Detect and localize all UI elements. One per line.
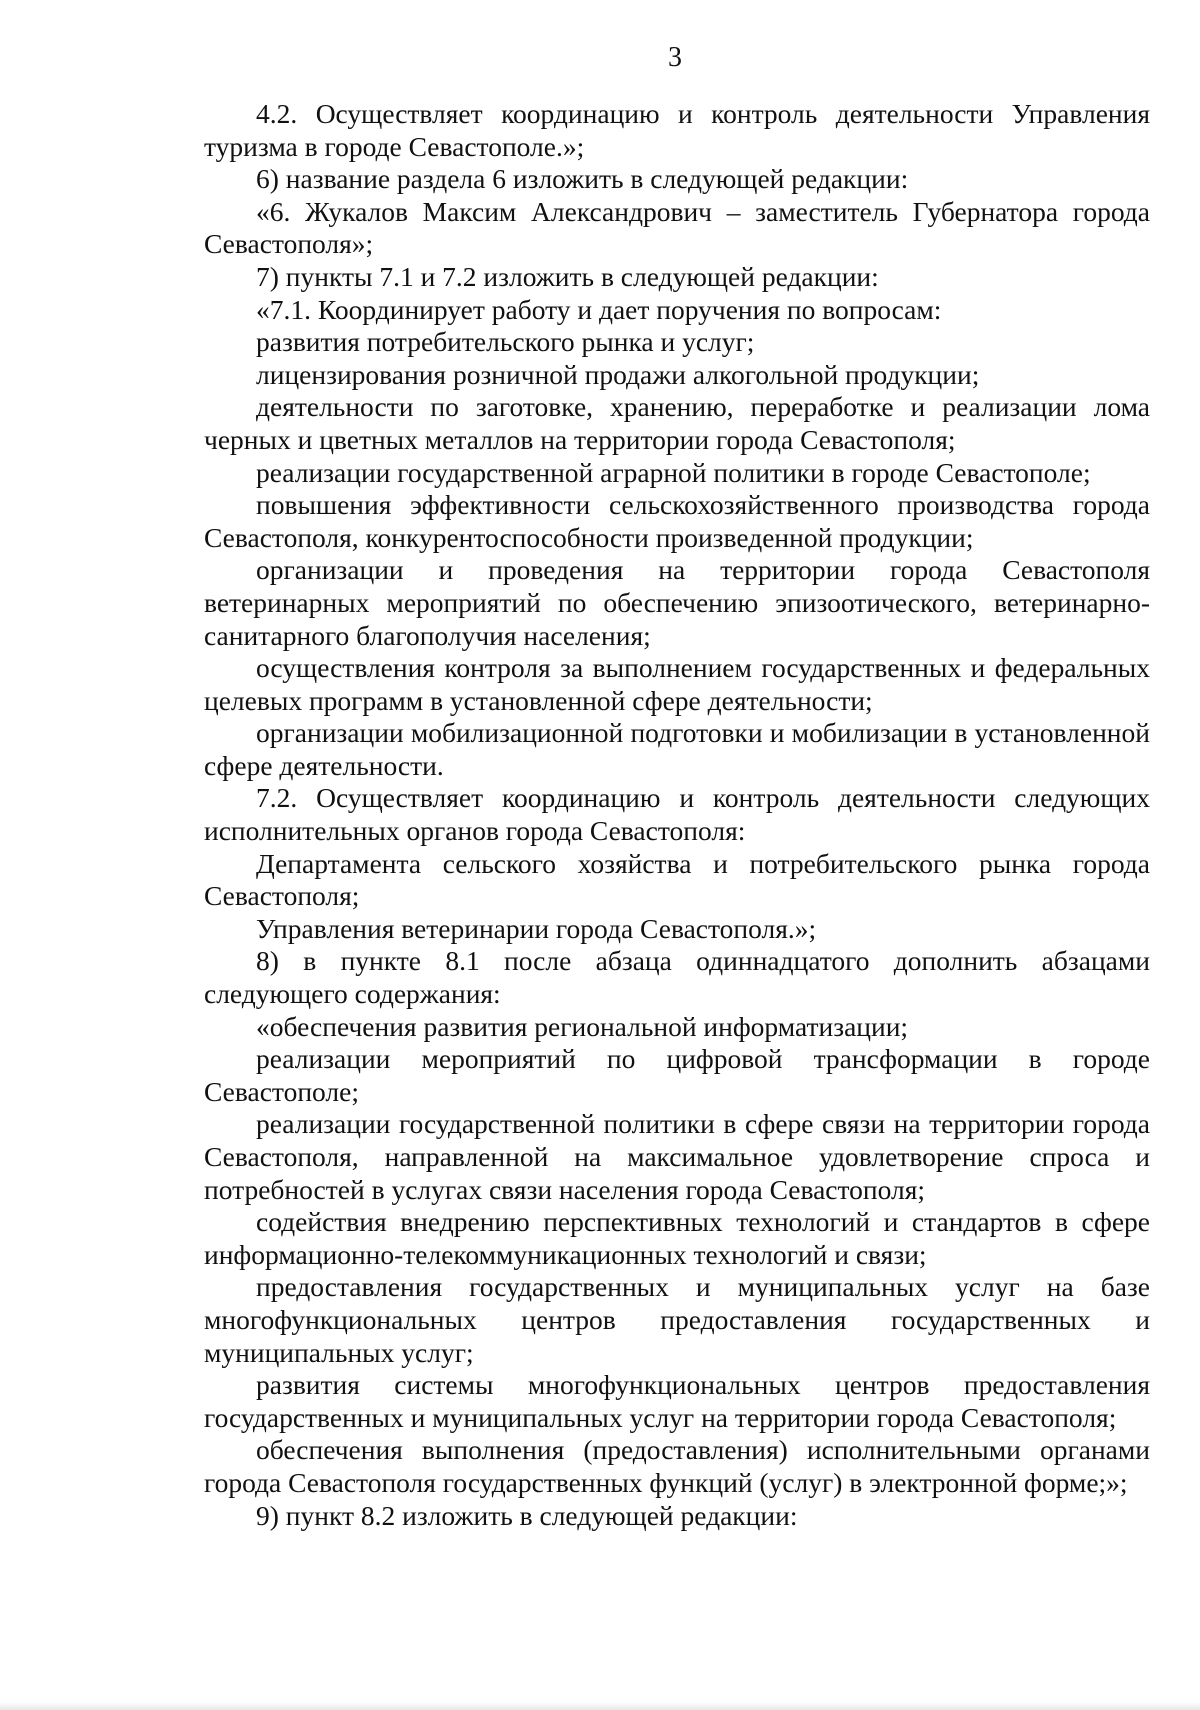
paragraph: Департамента сельского хозяйства и потребительского рынка города Севастополя; [204,847,1150,912]
paragraph: организации мобилизационной подготовки и мобилизации в установленной сфере деятельности. [204,717,1150,781]
scan-bottom-edge [0,1702,1200,1710]
paragraph: Управления ветеринарии города Севастополя.»; [256,912,817,944]
paragraph: развития потребительского рынка и услуг; [256,326,755,358]
paragraph: 4.2. Осуществляет координацию и контроль деятельности Управления туризма в городе Севастополе.»; [204,98,1150,162]
paragraph: 9) пункт 8.2 изложить в следующей редакции: [256,1499,798,1531]
paragraph: лицензирования розничной продажи алкогольной продукции; [256,358,980,390]
paragraph: организации и проведения на территории города Севастополя ветеринарных мероприятий по обеспечению эпизоотического, ветеринарно-санитарного благополучия населения; [204,554,1150,651]
paragraph: повышения эффективности сельскохозяйственного производства города Севастополя, конкурентоспособности произведенной продукции; [204,489,1150,553]
paragraph: обеспечения выполнения (предоставления) исполнительными органами города Севастополя государственных функций (услуг) в электронной форме;»; [204,1434,1150,1498]
paragraph: 7.2. Осуществляет координацию и контроль деятельности следующих исполнительных органов города Севастополя: [204,782,1150,847]
page-number: 3 [668,42,682,73]
paragraph: предоставления государственных и муниципальных услуг на базе многофункциональных центров предоставления государственных и муниципальных услуг; [204,1271,1150,1368]
paragraph: деятельности по заготовке, хранению, переработке и реализации лома черных и цветных металлов на территории города Севастополя; [204,391,1150,455]
paragraph: «6. Жукалов Максим Александрович – заместитель Губернатора города Севастополя»; [204,195,1150,260]
paragraph: 8) в пункте 8.1 после абзаца одиннадцатого дополнить абзацами следующего содержания: [204,945,1150,1010]
paragraph: содействия внедрению перспективных технологий и стандартов в сфере информационно-телекоммуникационных технологий и связи; [204,1206,1150,1270]
paragraph: «7.1. Координирует работу и дает поручения по вопросам: [256,293,942,325]
paragraph: реализации мероприятий по цифровой трансформации в городе Севастополе; [204,1043,1150,1107]
paragraph: реализации государственной политики в сфере связи на территории города Севастополя, направленной на максимальное удовлетворение спроса и потребностей в услугах связи населения города Севастополя; [204,1108,1150,1205]
paragraph: развития системы многофункциональных центров предоставления государственных и муниципальных услуг на территории города Севастополя; [204,1369,1150,1433]
paragraph: 6) название раздела 6 изложить в следующей редакции: [256,163,909,195]
paragraph: 7) пункты 7.1 и 7.2 изложить в следующей редакции: [256,260,879,292]
paragraph: реализации государственной аграрной политики в городе Севастополе; [256,456,1091,488]
paragraph: осуществления контроля за выполнением государственных и федеральных целевых программ в установленной сфере деятельности; [204,652,1150,716]
paragraph: «обеспечения развития региональной информатизации; [256,1010,909,1042]
document-body [204,98,1150,1532]
